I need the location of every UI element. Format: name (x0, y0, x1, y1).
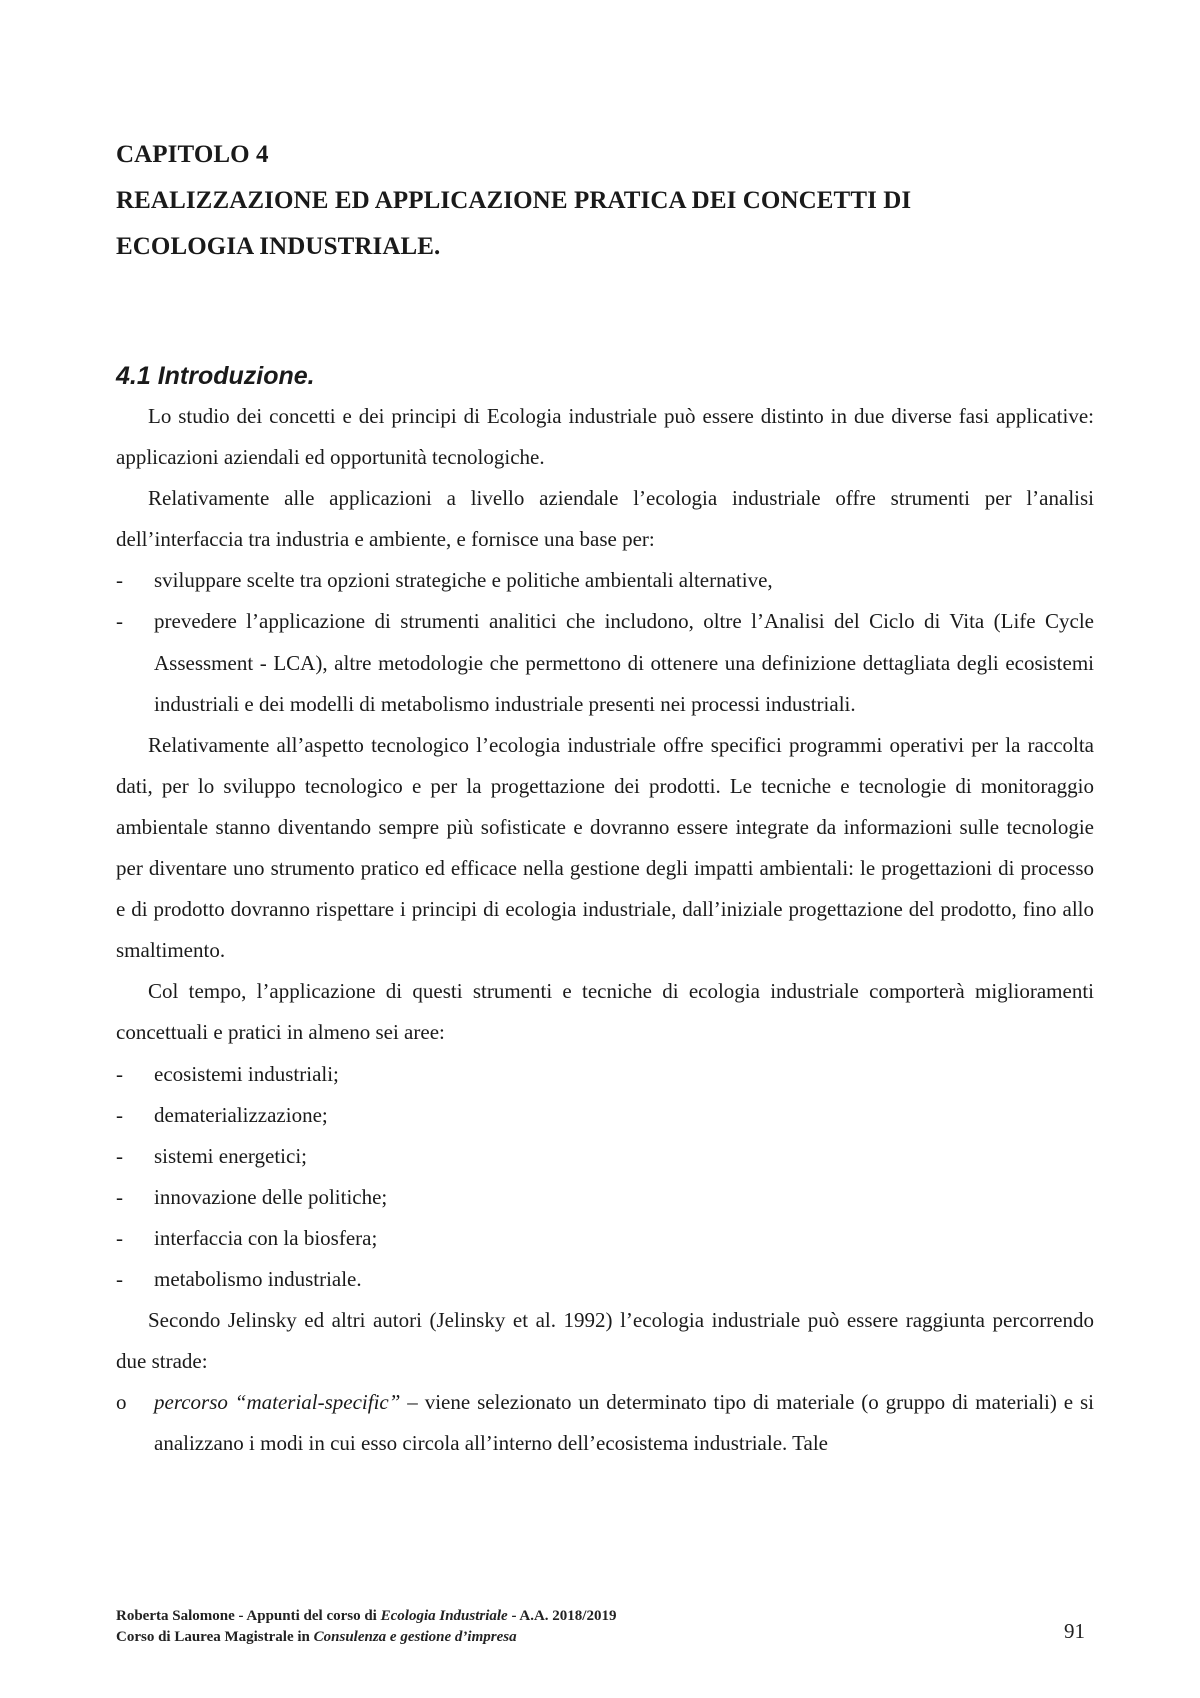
chapter-label: CAPITOLO 4 (116, 141, 269, 168)
page-footer (116, 1606, 1096, 1648)
list-item (116, 1259, 1094, 1300)
chapter-title-line-2: ECOLOGIA INDUSTRIALE. (116, 233, 441, 260)
list-bullet: - (116, 1266, 123, 1291)
list-item-text: interfaccia con la biosfera; (154, 1225, 378, 1250)
chapter-heading (116, 132, 1094, 270)
list-item (116, 601, 1094, 724)
list-item (116, 1054, 1094, 1095)
list-item (116, 1218, 1094, 1259)
list-item (116, 560, 1094, 601)
list-applications (116, 560, 1094, 724)
list-item-text: dematerializzazione; (154, 1102, 328, 1127)
list-item-text: prevedere l’applicazione di strumenti analitici che includono, oltre l’Analisi del Ciclo di Vita (Life Cycle Assessment - LCA), altre metodologie che permettono di ottenere una definizione dettagliata degli ecosistemi industriali e dei modelli di metabolismo industriale presenti nei processi industriali. (154, 609, 1094, 716)
list-bullet: - (116, 1184, 123, 1209)
footer-degree-name: Consulenza e gestione d’impresa (313, 1629, 517, 1645)
list-bullet: - (116, 568, 123, 593)
footer-year: - A.A. 2018/2019 (507, 1608, 617, 1624)
footer-degree: Corso di Laurea Magistrale in (116, 1629, 314, 1645)
paragraph-3: Relativamente all’aspetto tecnologico l’ecologia industriale offre specifici programmi operativi per la raccolta dati, per lo sviluppo tecnologico e per la progettazione dei prodotti. Le tecniche e tecnologie di monitoraggio ambientale stanno diventando sempre più sofisticate e dovranno essere integrate da informazioni sulle tecnologie per diventare uno strumento pratico ed efficace nella gestione degli impatti ambientali: le progettazioni di processo e di prodotto dovranno rispettare i principi di ecologia industriale, dall’iniziale progettazione del prodotto, fino allo smaltimento. (116, 732, 1094, 963)
section-title: 4.1 Introduzione. (116, 362, 315, 390)
paragraph-5: Secondo Jelinsky ed altri autori (Jelinsky et al. 1992) l’ecologia industriale può essere raggiunta percorrendo due strade: (116, 1308, 1094, 1374)
list-item-text: – viene selezionato un determinato tipo di materiale (o gruppo di materiali) e si analizzano i modi in cui esso circola all’interno dell’ecosistema industriale. Tale (154, 1390, 1094, 1456)
paragraph-2: Relativamente alle applicazioni a livello aziendale l’ecologia industriale offre strumenti per l’analisi dell’interfaccia tra industria e ambiente, e fornisce una base per: (116, 486, 1094, 552)
list-areas (116, 1054, 1094, 1301)
list-item (116, 1095, 1094, 1136)
list-item-text: metabolismo industriale. (154, 1266, 362, 1291)
list-item-text: sviluppare scelte tra opzioni strategiche e politiche ambientali alternative, (154, 568, 773, 593)
page-number: 91 (1064, 1619, 1085, 1643)
list-item-emphasis: percorso “material-specific” (154, 1390, 401, 1415)
list-bullet: - (116, 1225, 123, 1250)
list-paths (116, 1382, 1094, 1464)
paragraph-1: Lo studio dei concetti e dei principi di Ecologia industriale può essere distinto in due diverse fasi applicative: applicazioni aziendali ed opportunità tecnologiche. (116, 404, 1094, 470)
list-bullet: - (116, 1102, 123, 1127)
list-item (116, 1136, 1094, 1177)
list-bullet: o (116, 1390, 127, 1415)
list-item-text: ecosistemi industriali; (154, 1061, 339, 1086)
footer-author: Roberta Salomone - Appunti del corso di (116, 1608, 381, 1624)
list-item-text: sistemi energetici; (154, 1143, 307, 1168)
footer-line-1 (116, 1606, 1096, 1627)
list-bullet: - (116, 609, 123, 634)
list-item (116, 1177, 1094, 1218)
list-item-text: innovazione delle politiche; (154, 1184, 388, 1209)
body-text (116, 396, 1094, 1464)
chapter-title-line-1: REALIZZAZIONE ED APPLICAZIONE PRATICA DEI CONCETTI DI (116, 187, 912, 214)
list-bullet: - (116, 1143, 123, 1168)
paragraph-4: Col tempo, l’applicazione di questi strumenti e tecniche di ecologia industriale comporterà miglioramenti concettuali e pratici in almeno sei aree: (116, 979, 1094, 1045)
document-page (116, 0, 1094, 1698)
footer-course: Ecologia Industriale (380, 1608, 508, 1624)
footer-line-2 (116, 1627, 1096, 1648)
list-bullet: - (116, 1061, 123, 1086)
list-item (116, 1382, 1094, 1464)
